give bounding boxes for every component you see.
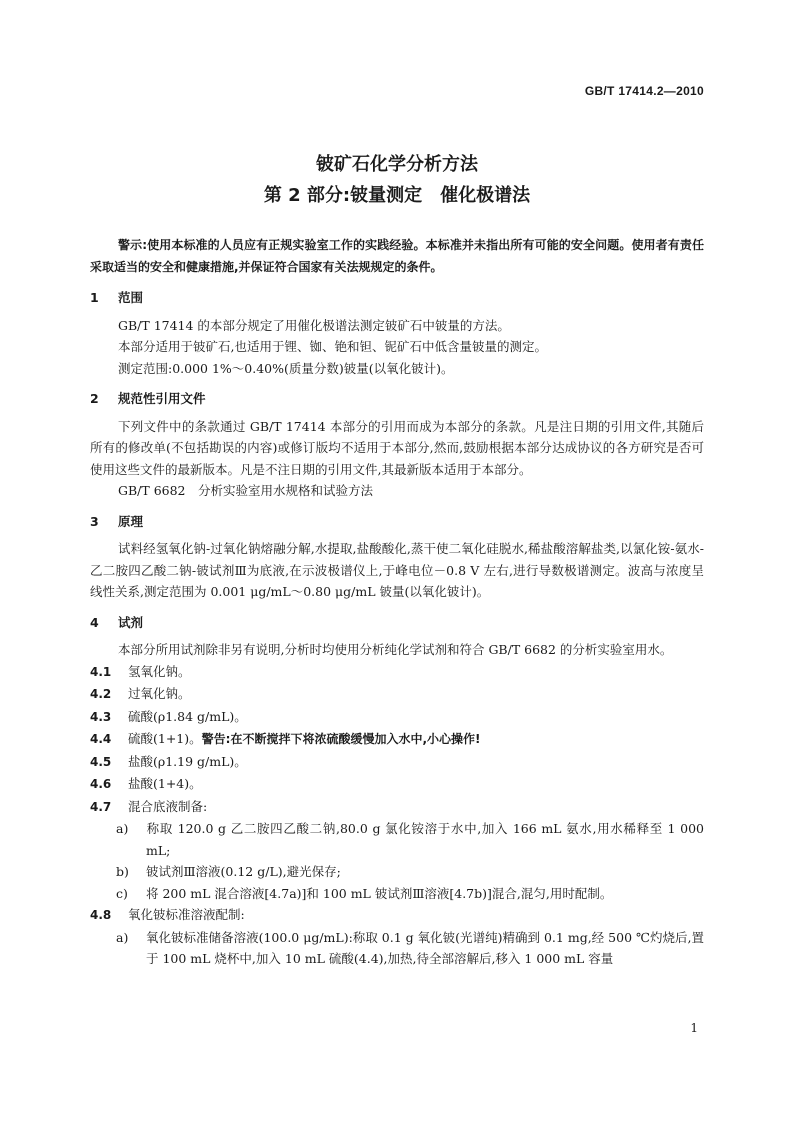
- sub-item: [90, 818, 704, 861]
- item-text: 氢氧化钠。: [128, 663, 191, 679]
- item-text: 氧化铍标准溶液配制:: [128, 907, 245, 922]
- reference-entry: GB/T 6682 分析实验室用水规格和试验方法: [118, 483, 374, 498]
- paragraph: 下列文件中的条款通过 GB/T 17414 本部分的引用而成为本部分的条款。凡是注日期的引用文件,其随后所有的修改单(不包括勘误的内容)或修订版均不适用于本部分,然而,鼓励根据本部分达成协议的各方研究是否可使用这些文件的最新版本。凡是不注日期的引用文件,其最新版本适用于本部分。: [90, 418, 704, 477]
- sub-item: [90, 883, 704, 905]
- page-number: 1: [690, 1021, 698, 1035]
- sub-item-label: c): [116, 885, 128, 901]
- item-warning: 警告:在不断搅拌下将浓硫酸缓慢加入水中,小心操作!: [201, 732, 481, 746]
- item-text: 过氧化钠。: [128, 686, 191, 701]
- safety-warning: 警示:使用本标准的人员应有正规实验室工作的实践经验。本标准并未指出所有可能的安全问题。使用者有责任采取适当的安全和健康措施,并保证符合国家有关法规规定的条件。: [90, 238, 704, 274]
- sub-item-text: 氧化铍标准储备溶液(100.0 μg/mL):称取 0.1 g 氧化铍(光谱纯)精确到 0.1 mg,经 500 ℃灼烧后,置于 100 mL 烧杯中,加入 10 mL 硫酸(4.4),加热,待全部溶解后,移入 1 000 mL 容量: [146, 929, 704, 966]
- sub-item-text: 将 200 mL 混合溶液[4.7a)]和 100 mL 铍试剂Ⅲ溶液[4.7b)]混合,混匀,用时配制。: [146, 885, 613, 901]
- sub-item-label: a): [116, 929, 129, 945]
- section-title: 范围: [118, 290, 144, 305]
- document-title: 铍矿石化学分析方法: [316, 154, 478, 175]
- item-number: 4.8: [90, 908, 112, 922]
- reagent-item: [90, 661, 704, 684]
- item-number: 4.1: [90, 664, 112, 679]
- item-text: 混合底液制备:: [128, 798, 208, 814]
- item-text: 盐酸(1+4)。: [128, 776, 202, 791]
- sub-item: [90, 927, 704, 970]
- document-body: [90, 235, 704, 970]
- paragraph: 本部分适用于铍矿石,也适用于锂、铷、铯和钽、铌矿石中低含量铍量的测定。: [118, 339, 547, 354]
- reagent-item: [90, 773, 704, 796]
- sub-item-text: 称取 120.0 g 乙二胺四乙酸二钠,80.0 g 氯化铵溶于水中,加入 166 mL 氨水,用水稀释至 1 000 mL;: [146, 821, 704, 858]
- reagent-item: [90, 728, 704, 751]
- paragraph: 试料经氢氧化钠-过氧化钠熔融分解,水提取,盐酸酸化,蒸干使二氧化硅脱水,稀盐酸溶解盐类,以氯化铵-氨水-乙二胺四乙酸二钠-铍试剂Ⅲ为底液,在示波极谱仪上,于峰电位－0.8 V 左右,进行导数极谱测定。波高与浓度呈线性关系,测定范围为 0.001 μg/mL～0.80 μg/mL 铍量(以氧化铍计)。: [90, 541, 704, 599]
- item-number: 4.2: [90, 687, 112, 701]
- item-text: 硫酸(1+1)。: [128, 731, 202, 746]
- section-heading-normative-references: [90, 388, 704, 410]
- paragraph: 测定范围:0.000 1%～0.40%(质量分数)铍量(以氧化铍计)。: [118, 360, 454, 376]
- document-subtitle: 第 2 部分:铍量测定 催化极谱法: [263, 185, 531, 206]
- item-number: 4.6: [90, 777, 112, 791]
- section-number: 3: [90, 513, 99, 529]
- paragraph: 本部分所用试剂除非另有说明,分析时均使用分析纯化学试剂和符合 GB/T 6682 的分析实验室用水。: [118, 642, 673, 657]
- reagent-item: [90, 683, 704, 706]
- sub-item: [90, 861, 704, 883]
- sub-item-text: 铍试剂Ⅲ溶液(0.12 g/L),避光保存;: [146, 864, 341, 879]
- item-text: 盐酸(ρ1.19 g/mL)。: [128, 753, 247, 769]
- item-number: 4.3: [90, 709, 112, 724]
- reagent-item: [90, 904, 704, 927]
- section-number: 4: [90, 614, 99, 630]
- item-text: 硫酸(ρ1.84 g/mL)。: [128, 708, 247, 724]
- reagent-item: [90, 751, 704, 774]
- sub-item-label: a): [116, 821, 129, 836]
- section-title: 试剂: [118, 614, 144, 630]
- section-heading-scope: [90, 287, 704, 309]
- section-number: 1: [90, 290, 99, 305]
- section-heading-principle: [90, 511, 704, 533]
- section-number: 2: [90, 391, 99, 406]
- section-title: 原理: [118, 513, 144, 529]
- sub-item-label: b): [116, 864, 129, 879]
- section-heading-reagents: [90, 612, 704, 634]
- reagent-item: [90, 796, 704, 819]
- item-number: 4.7: [90, 799, 112, 814]
- section-title: 规范性引用文件: [118, 391, 206, 406]
- standard-code: GB/T 17414.2—2010: [584, 84, 704, 98]
- paragraph: GB/T 17414 的本部分规定了用催化极谱法测定铍矿石中铍量的方法。: [118, 317, 510, 333]
- item-number: 4.5: [90, 754, 112, 769]
- item-number: 4.4: [90, 732, 112, 746]
- reagent-item: [90, 706, 704, 729]
